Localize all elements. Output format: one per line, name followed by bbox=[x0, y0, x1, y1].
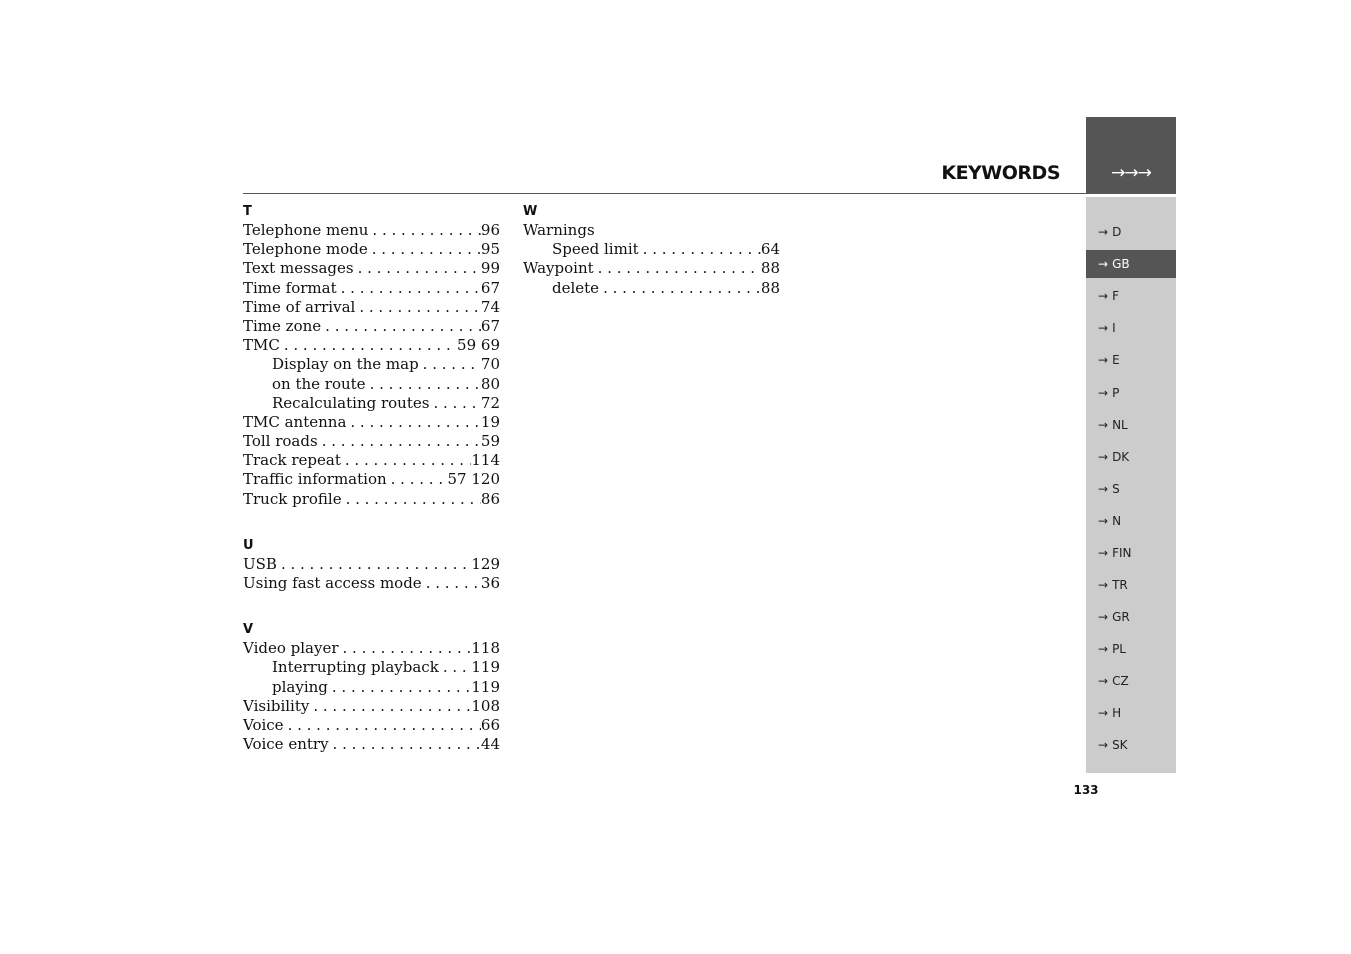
entry-term: Display on the map bbox=[272, 355, 419, 374]
page-title: KEYWORDS bbox=[941, 162, 1060, 184]
page-number: 133 bbox=[1073, 783, 1099, 797]
language-code: GR bbox=[1112, 610, 1130, 624]
index-subentry[interactable] bbox=[243, 678, 500, 697]
section-gap bbox=[243, 509, 500, 534]
leader-dots bbox=[333, 735, 481, 754]
index-entry[interactable] bbox=[243, 735, 500, 754]
language-tab-sk[interactable] bbox=[1086, 731, 1176, 759]
language-tab-cz[interactable] bbox=[1086, 667, 1176, 695]
index-subentry[interactable] bbox=[243, 355, 500, 374]
leader-dots bbox=[322, 432, 481, 451]
index-entry[interactable] bbox=[243, 716, 500, 735]
arrow-icon: → bbox=[1098, 674, 1109, 688]
language-tab-pl[interactable] bbox=[1086, 635, 1176, 663]
language-code: N bbox=[1112, 514, 1122, 528]
language-code: TR bbox=[1112, 578, 1128, 592]
language-tab-f[interactable] bbox=[1086, 282, 1176, 310]
leader-dots bbox=[346, 490, 481, 509]
arrow-icon: → bbox=[1098, 482, 1109, 496]
entry-term: Time zone bbox=[243, 316, 322, 335]
leader-dots bbox=[426, 574, 481, 593]
index-entry[interactable] bbox=[243, 279, 500, 298]
language-code: D bbox=[1112, 225, 1122, 239]
entry-term: Waypoint bbox=[523, 259, 594, 278]
entry-term: Speed limit bbox=[552, 240, 639, 259]
entry-term: Recalculating routes bbox=[272, 393, 430, 412]
language-code: PL bbox=[1112, 642, 1126, 656]
language-code: E bbox=[1112, 353, 1120, 367]
entry-term: Text messages bbox=[243, 259, 354, 278]
entry-term: TMC antenna bbox=[243, 412, 347, 431]
language-index bbox=[1086, 197, 1176, 773]
leader-dots bbox=[281, 555, 471, 574]
leader-dots bbox=[372, 240, 481, 259]
entry-term: Warnings bbox=[523, 221, 595, 239]
entry-term: Voice bbox=[243, 715, 284, 734]
index-entry[interactable] bbox=[243, 574, 500, 593]
index-entry[interactable] bbox=[523, 221, 780, 240]
arrow-icon: → bbox=[1098, 450, 1109, 464]
entry-pages: 118 bbox=[471, 639, 500, 658]
arrow-icon: → bbox=[1098, 418, 1109, 432]
arrow-icon: → bbox=[1098, 642, 1109, 656]
language-code: NL bbox=[1112, 418, 1128, 432]
entry-term: on the route bbox=[272, 374, 366, 393]
index-entry[interactable] bbox=[523, 259, 780, 278]
entry-term: Toll roads bbox=[243, 432, 318, 451]
index-entry[interactable] bbox=[243, 221, 500, 240]
language-code: SK bbox=[1112, 738, 1128, 752]
arrow-icon: → bbox=[1098, 578, 1109, 592]
leader-dots bbox=[643, 240, 761, 259]
entry-term: Telephone menu bbox=[243, 221, 369, 239]
leader-dots bbox=[358, 259, 481, 278]
index-column-right bbox=[523, 200, 780, 298]
arrow-icon: → bbox=[1098, 289, 1109, 303]
entry-term: Interrupting playback bbox=[272, 658, 439, 677]
index-entry[interactable] bbox=[243, 240, 500, 259]
index-entry[interactable] bbox=[243, 490, 500, 509]
leader-dots bbox=[350, 413, 481, 432]
language-tab-h[interactable] bbox=[1086, 699, 1176, 727]
entry-pages: 67 bbox=[480, 316, 500, 335]
entry-pages: 96 bbox=[480, 221, 500, 239]
index-column-left bbox=[243, 200, 500, 754]
language-tab-d[interactable] bbox=[1086, 218, 1176, 246]
entry-term: playing bbox=[272, 677, 328, 696]
arrow-icon: → bbox=[1098, 610, 1109, 624]
language-code: CZ bbox=[1112, 674, 1129, 688]
entry-term: Using fast access mode bbox=[243, 574, 422, 592]
entry-term: Time format bbox=[243, 278, 337, 297]
entry-pages: 119 bbox=[471, 658, 500, 677]
entry-pages: 114 bbox=[471, 451, 500, 470]
leader-dots bbox=[345, 451, 471, 470]
arrow-icon: → bbox=[1098, 514, 1109, 528]
leader-dots bbox=[343, 639, 472, 658]
leader-dots bbox=[372, 221, 480, 240]
entry-pages: 64 bbox=[760, 240, 780, 259]
index-subentry[interactable] bbox=[523, 279, 780, 298]
index-entry[interactable] bbox=[243, 298, 500, 317]
language-tab-nl[interactable] bbox=[1086, 411, 1176, 439]
entry-pages: 59 bbox=[480, 432, 500, 451]
entry-term: Traffic information bbox=[243, 470, 387, 489]
index-subentry[interactable] bbox=[243, 658, 500, 677]
index-entry[interactable] bbox=[243, 259, 500, 278]
language-code: H bbox=[1112, 706, 1122, 720]
entry-pages: 119 bbox=[471, 677, 500, 696]
arrow-icon: → bbox=[1098, 738, 1109, 752]
entry-term: Truck profile bbox=[243, 489, 342, 508]
language-tab-n[interactable] bbox=[1086, 507, 1176, 535]
arrow-icon: → bbox=[1098, 353, 1109, 367]
index-entry[interactable] bbox=[243, 639, 500, 658]
language-code: I bbox=[1112, 321, 1116, 335]
arrow-icon: →→→ bbox=[1111, 163, 1151, 183]
index-entry[interactable] bbox=[243, 413, 500, 432]
leader-dots bbox=[359, 298, 481, 317]
index-letter-heading: T bbox=[243, 204, 252, 219]
entry-pages: 86 bbox=[480, 489, 500, 508]
entry-pages: 108 bbox=[471, 696, 500, 715]
leader-dots bbox=[288, 716, 481, 735]
arrow-icon: → bbox=[1098, 706, 1109, 720]
index-letter-heading: W bbox=[523, 204, 538, 219]
leader-dots bbox=[341, 279, 481, 298]
index-entry[interactable] bbox=[243, 555, 500, 574]
index-entry[interactable] bbox=[243, 432, 500, 451]
language-code: F bbox=[1112, 289, 1119, 303]
arrow-icon: → bbox=[1098, 386, 1109, 400]
language-tab-i[interactable] bbox=[1086, 314, 1176, 342]
entry-pages: 44 bbox=[480, 735, 500, 754]
entry-term: Video player bbox=[243, 639, 339, 658]
entry-pages: 36 bbox=[480, 574, 500, 592]
entry-term: USB bbox=[243, 554, 277, 573]
arrow-icon: → bbox=[1098, 257, 1109, 271]
language-tab-dk[interactable] bbox=[1086, 443, 1176, 471]
arrow-icon: → bbox=[1098, 321, 1109, 335]
index-entry[interactable] bbox=[243, 697, 500, 716]
index-letter-heading: U bbox=[243, 537, 254, 553]
index-entry[interactable] bbox=[243, 317, 500, 336]
leader-dots bbox=[332, 678, 471, 697]
section-gap bbox=[243, 593, 500, 618]
entry-term: Voice entry bbox=[243, 735, 329, 754]
leader-dots bbox=[603, 279, 761, 298]
language-code: FIN bbox=[1112, 546, 1132, 560]
index-letter-heading: V bbox=[243, 622, 254, 638]
entry-term: Time of arrival bbox=[243, 297, 356, 316]
entry-pages: 99 bbox=[480, 259, 500, 278]
entry-pages: 57 120 bbox=[447, 470, 500, 489]
index-entry[interactable] bbox=[243, 470, 500, 489]
language-code: S bbox=[1112, 482, 1120, 496]
leader-dots bbox=[313, 697, 471, 716]
entry-term: Visibility bbox=[243, 696, 310, 715]
arrow-icon: → bbox=[1098, 546, 1109, 560]
leader-dots bbox=[443, 658, 472, 677]
leader-dots bbox=[325, 317, 481, 336]
entry-term: Track repeat bbox=[243, 451, 341, 470]
index-subentry[interactable] bbox=[523, 240, 780, 259]
leader-dots bbox=[284, 336, 457, 355]
language-code: P bbox=[1112, 386, 1120, 400]
entry-term: TMC bbox=[243, 336, 280, 355]
language-tab-gr[interactable] bbox=[1086, 603, 1176, 631]
header-rule bbox=[243, 193, 1087, 194]
arrow-icon: → bbox=[1098, 225, 1109, 239]
entry-pages: 74 bbox=[480, 297, 500, 316]
entry-pages: 129 bbox=[471, 554, 500, 573]
language-tab-tr[interactable] bbox=[1086, 571, 1176, 599]
language-tab-s[interactable] bbox=[1086, 475, 1176, 503]
language-code: GB bbox=[1112, 257, 1130, 271]
language-tab-gb[interactable] bbox=[1086, 250, 1176, 278]
chapter-tab bbox=[1086, 117, 1176, 194]
entry-term: delete bbox=[552, 278, 600, 297]
index-subentry[interactable] bbox=[243, 394, 500, 413]
leader-dots bbox=[423, 355, 481, 374]
entry-pages: 66 bbox=[480, 715, 500, 734]
language-tab-fin[interactable] bbox=[1086, 539, 1176, 567]
index-entry[interactable] bbox=[243, 336, 500, 355]
leader-dots bbox=[433, 394, 480, 413]
entry-pages: 88 bbox=[760, 259, 780, 278]
language-code: DK bbox=[1112, 450, 1130, 464]
entry-term: Telephone mode bbox=[243, 240, 368, 259]
language-tab-e[interactable] bbox=[1086, 346, 1176, 374]
index-subentry[interactable] bbox=[243, 375, 500, 394]
leader-dots bbox=[598, 259, 761, 278]
entry-pages: 72 bbox=[480, 393, 500, 412]
entry-pages: 19 bbox=[480, 412, 500, 431]
leader-dots bbox=[370, 375, 481, 394]
entry-pages: 59 69 bbox=[457, 336, 500, 355]
entry-pages: 80 bbox=[480, 374, 500, 393]
leader-dots bbox=[391, 470, 448, 489]
language-tab-p[interactable] bbox=[1086, 379, 1176, 407]
entry-pages: 70 bbox=[480, 355, 500, 374]
entry-pages: 95 bbox=[480, 240, 500, 259]
index-entry[interactable] bbox=[243, 451, 500, 470]
entry-pages: 88 bbox=[760, 278, 780, 297]
entry-pages: 67 bbox=[480, 278, 500, 297]
